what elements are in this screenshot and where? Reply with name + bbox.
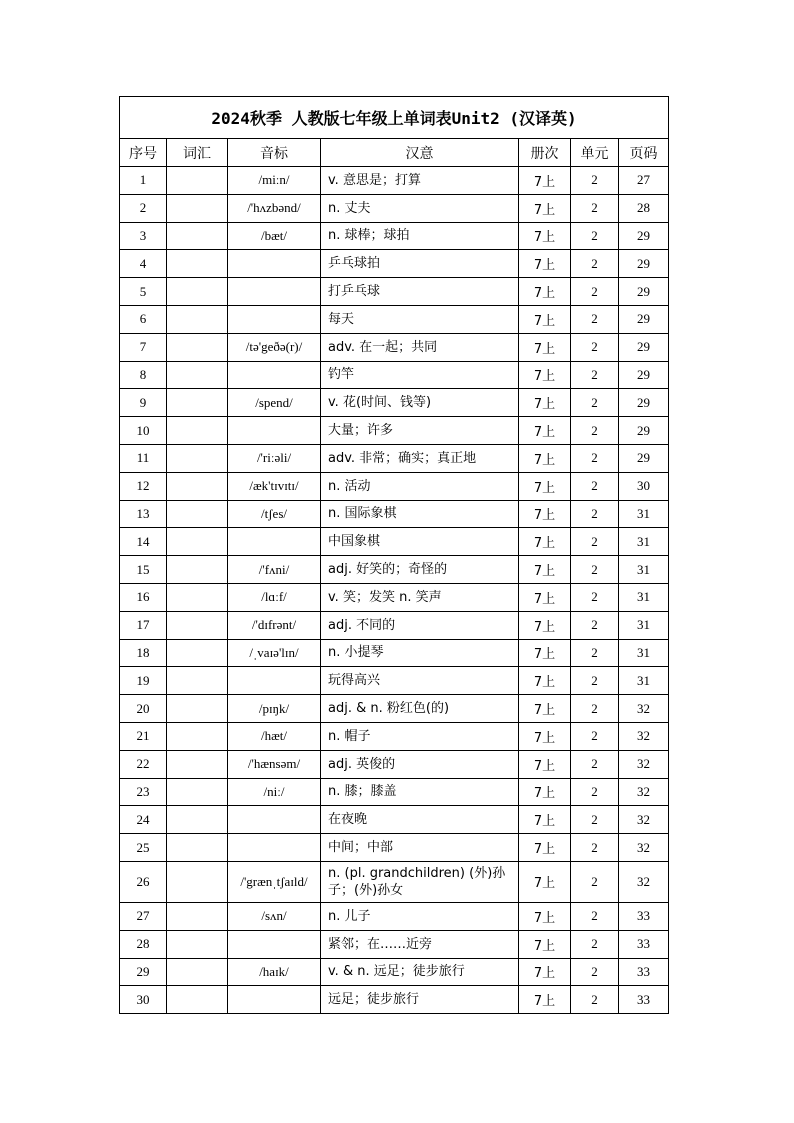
meaning-cell: v. 花(时间、钱等)	[321, 389, 519, 417]
vocabulary-table	[119, 96, 669, 1014]
phonetic-cell: /'hʌzbənd/	[228, 194, 321, 222]
table-row	[120, 222, 669, 250]
word-answer-cell[interactable]	[167, 583, 228, 611]
phonetic-cell	[228, 806, 321, 834]
row-index: 3	[120, 222, 167, 250]
meaning-cell: 中间；中部	[321, 834, 519, 862]
table-row	[120, 194, 669, 222]
book-cell: 7上	[519, 695, 571, 723]
book-cell: 7上	[519, 834, 571, 862]
header-index: 序号	[120, 139, 167, 167]
meaning-cell: 大量；许多	[321, 417, 519, 445]
word-answer-cell[interactable]	[167, 930, 228, 958]
row-index: 30	[120, 986, 167, 1014]
book-cell: 7上	[519, 611, 571, 639]
meaning-cell: 远足；徒步旅行	[321, 986, 519, 1014]
table-row	[120, 389, 669, 417]
book-cell: 7上	[519, 250, 571, 278]
page-cell: 29	[619, 278, 669, 306]
book-cell: 7上	[519, 667, 571, 695]
phonetic-cell: /spend/	[228, 389, 321, 417]
table-row	[120, 556, 669, 584]
row-index: 9	[120, 389, 167, 417]
word-answer-cell[interactable]	[167, 250, 228, 278]
unit-cell: 2	[571, 834, 619, 862]
word-answer-cell[interactable]	[167, 750, 228, 778]
word-answer-cell[interactable]	[167, 958, 228, 986]
unit-cell: 2	[571, 902, 619, 930]
unit-cell: 2	[571, 361, 619, 389]
header-phonetic: 音标	[228, 139, 321, 167]
book-cell: 7上	[519, 222, 571, 250]
phonetic-cell	[228, 667, 321, 695]
unit-cell: 2	[571, 611, 619, 639]
unit-cell: 2	[571, 528, 619, 556]
phonetic-cell: /tə'geðə(r)/	[228, 333, 321, 361]
table-row	[120, 583, 669, 611]
page-cell: 31	[619, 556, 669, 584]
book-cell: 7上	[519, 333, 571, 361]
header-word: 词汇	[167, 139, 228, 167]
meaning-cell: n. 丈夫	[321, 194, 519, 222]
phonetic-cell: /æk'tɪvɪtɪ/	[228, 472, 321, 500]
word-answer-cell[interactable]	[167, 556, 228, 584]
phonetic-cell	[228, 834, 321, 862]
unit-cell: 2	[571, 667, 619, 695]
row-index: 29	[120, 958, 167, 986]
word-answer-cell[interactable]	[167, 361, 228, 389]
phonetic-cell: /'riːəli/	[228, 444, 321, 472]
word-answer-cell[interactable]	[167, 528, 228, 556]
page-cell: 31	[619, 528, 669, 556]
book-cell: 7上	[519, 902, 571, 930]
unit-cell: 2	[571, 167, 619, 195]
book-cell: 7上	[519, 930, 571, 958]
book-cell: 7上	[519, 556, 571, 584]
page-cell: 32	[619, 722, 669, 750]
row-index: 15	[120, 556, 167, 584]
word-answer-cell[interactable]	[167, 611, 228, 639]
row-index: 27	[120, 902, 167, 930]
row-index: 14	[120, 528, 167, 556]
table-row	[120, 722, 669, 750]
book-cell: 7上	[519, 528, 571, 556]
header-book: 册次	[519, 139, 571, 167]
word-answer-cell[interactable]	[167, 222, 228, 250]
word-answer-cell[interactable]	[167, 444, 228, 472]
meaning-cell: 每天	[321, 305, 519, 333]
page-cell: 32	[619, 806, 669, 834]
word-answer-cell[interactable]	[167, 902, 228, 930]
meaning-cell: 打乒乓球	[321, 278, 519, 306]
meaning-cell: n. 球棒；球拍	[321, 222, 519, 250]
book-cell: 7上	[519, 583, 571, 611]
row-index: 11	[120, 444, 167, 472]
page-cell: 29	[619, 389, 669, 417]
table-body	[120, 167, 669, 1014]
book-cell: 7上	[519, 389, 571, 417]
word-answer-cell[interactable]	[167, 305, 228, 333]
meaning-cell: n. (pl. grandchildren) (外)孙子；(外)孙女	[321, 861, 519, 902]
table-row	[120, 695, 669, 723]
table-row	[120, 861, 669, 902]
page-cell: 30	[619, 472, 669, 500]
meaning-cell: n. 活动	[321, 472, 519, 500]
word-answer-cell[interactable]	[167, 194, 228, 222]
page-cell: 29	[619, 333, 669, 361]
phonetic-cell: /ˌvaɪə'lɪn/	[228, 639, 321, 667]
row-index: 19	[120, 667, 167, 695]
meaning-cell: adv. 非常；确实；真正地	[321, 444, 519, 472]
meaning-cell: 玩得高兴	[321, 667, 519, 695]
table-row	[120, 278, 669, 306]
unit-cell: 2	[571, 556, 619, 584]
phonetic-cell: /haɪk/	[228, 958, 321, 986]
unit-cell: 2	[571, 472, 619, 500]
book-cell: 7上	[519, 778, 571, 806]
table-row	[120, 667, 669, 695]
unit-cell: 2	[571, 417, 619, 445]
word-answer-cell[interactable]	[167, 333, 228, 361]
page-cell: 31	[619, 667, 669, 695]
table-row	[120, 806, 669, 834]
page-cell: 31	[619, 500, 669, 528]
phonetic-cell	[228, 930, 321, 958]
meaning-cell: v. 笑；发笑 n. 笑声	[321, 583, 519, 611]
table-row	[120, 500, 669, 528]
row-index: 12	[120, 472, 167, 500]
unit-cell: 2	[571, 194, 619, 222]
row-index: 5	[120, 278, 167, 306]
word-answer-cell[interactable]	[167, 806, 228, 834]
row-index: 13	[120, 500, 167, 528]
meaning-cell: adj. 英俊的	[321, 750, 519, 778]
book-cell: 7上	[519, 278, 571, 306]
word-answer-cell[interactable]	[167, 639, 228, 667]
table-row	[120, 986, 669, 1014]
row-index: 28	[120, 930, 167, 958]
table-row	[120, 167, 669, 195]
phonetic-cell: /lɑːf/	[228, 583, 321, 611]
word-answer-cell[interactable]	[167, 834, 228, 862]
row-index: 20	[120, 695, 167, 723]
table-row	[120, 333, 669, 361]
page-cell: 32	[619, 778, 669, 806]
book-cell: 7上	[519, 167, 571, 195]
phonetic-cell: /'fʌni/	[228, 556, 321, 584]
row-index: 6	[120, 305, 167, 333]
phonetic-cell: /bæt/	[228, 222, 321, 250]
row-index: 18	[120, 639, 167, 667]
page-cell: 32	[619, 861, 669, 902]
unit-cell: 2	[571, 444, 619, 472]
phonetic-cell: /niː/	[228, 778, 321, 806]
meaning-cell: adj. 好笑的；奇怪的	[321, 556, 519, 584]
phonetic-cell: /'grænˌtʃaɪld/	[228, 861, 321, 902]
table-row	[120, 902, 669, 930]
table-row	[120, 444, 669, 472]
book-cell: 7上	[519, 986, 571, 1014]
row-index: 26	[120, 861, 167, 902]
word-answer-cell[interactable]	[167, 389, 228, 417]
phonetic-cell	[228, 250, 321, 278]
phonetic-cell: /pɪŋk/	[228, 695, 321, 723]
page-cell: 29	[619, 417, 669, 445]
phonetic-cell	[228, 986, 321, 1014]
word-answer-cell[interactable]	[167, 778, 228, 806]
page-cell: 32	[619, 750, 669, 778]
book-cell: 7上	[519, 417, 571, 445]
phonetic-cell: /'hænsəm/	[228, 750, 321, 778]
book-cell: 7上	[519, 861, 571, 902]
meaning-cell: n. 帽子	[321, 722, 519, 750]
unit-cell: 2	[571, 958, 619, 986]
page-cell: 31	[619, 611, 669, 639]
unit-cell: 2	[571, 278, 619, 306]
header-meaning: 汉意	[321, 139, 519, 167]
page-cell: 29	[619, 305, 669, 333]
book-cell: 7上	[519, 958, 571, 986]
meaning-cell: n. 小提琴	[321, 639, 519, 667]
unit-cell: 2	[571, 333, 619, 361]
table-row	[120, 750, 669, 778]
row-index: 8	[120, 361, 167, 389]
unit-cell: 2	[571, 500, 619, 528]
table-row	[120, 472, 669, 500]
book-cell: 7上	[519, 361, 571, 389]
word-answer-cell[interactable]	[167, 861, 228, 902]
phonetic-cell	[228, 305, 321, 333]
page-cell: 29	[619, 222, 669, 250]
table-row	[120, 528, 669, 556]
meaning-cell: v. 意思是；打算	[321, 167, 519, 195]
row-index: 23	[120, 778, 167, 806]
book-cell: 7上	[519, 639, 571, 667]
row-index: 25	[120, 834, 167, 862]
word-answer-cell[interactable]	[167, 500, 228, 528]
book-cell: 7上	[519, 305, 571, 333]
row-index: 16	[120, 583, 167, 611]
page-cell: 27	[619, 167, 669, 195]
table-row	[120, 639, 669, 667]
page-cell: 29	[619, 361, 669, 389]
book-cell: 7上	[519, 472, 571, 500]
meaning-cell: adj. & n. 粉红色(的)	[321, 695, 519, 723]
row-index: 2	[120, 194, 167, 222]
row-index: 7	[120, 333, 167, 361]
page-cell: 33	[619, 986, 669, 1014]
book-cell: 7上	[519, 500, 571, 528]
header-unit: 单元	[571, 139, 619, 167]
table-row	[120, 417, 669, 445]
page-cell: 29	[619, 444, 669, 472]
row-index: 24	[120, 806, 167, 834]
unit-cell: 2	[571, 639, 619, 667]
table-row	[120, 834, 669, 862]
table-row	[120, 305, 669, 333]
meaning-cell: n. 儿子	[321, 902, 519, 930]
book-cell: 7上	[519, 750, 571, 778]
meaning-cell: 紧邻；在……近旁	[321, 930, 519, 958]
header-row	[120, 139, 669, 167]
header-page: 页码	[619, 139, 669, 167]
book-cell: 7上	[519, 722, 571, 750]
word-answer-cell[interactable]	[167, 278, 228, 306]
word-answer-cell[interactable]	[167, 167, 228, 195]
page-cell: 31	[619, 639, 669, 667]
meaning-cell: 钓竿	[321, 361, 519, 389]
phonetic-cell: /hæt/	[228, 722, 321, 750]
unit-cell: 2	[571, 250, 619, 278]
page-cell: 33	[619, 930, 669, 958]
table-row	[120, 250, 669, 278]
phonetic-cell: /'dɪfrənt/	[228, 611, 321, 639]
meaning-cell: 在夜晚	[321, 806, 519, 834]
phonetic-cell	[228, 528, 321, 556]
page-cell: 32	[619, 695, 669, 723]
page-cell: 32	[619, 834, 669, 862]
table-row	[120, 361, 669, 389]
unit-cell: 2	[571, 583, 619, 611]
table-title: 2024秋季 人教版七年级上单词表Unit2 (汉译英)	[120, 97, 669, 139]
page-cell: 29	[619, 250, 669, 278]
row-index: 17	[120, 611, 167, 639]
word-answer-cell[interactable]	[167, 472, 228, 500]
table-row	[120, 611, 669, 639]
meaning-cell: 乒乓球拍	[321, 250, 519, 278]
meaning-cell: n. 膝；膝盖	[321, 778, 519, 806]
phonetic-cell: /miːn/	[228, 167, 321, 195]
book-cell: 7上	[519, 806, 571, 834]
meaning-cell: n. 国际象棋	[321, 500, 519, 528]
phonetic-cell: /tʃes/	[228, 500, 321, 528]
unit-cell: 2	[571, 722, 619, 750]
page-cell: 28	[619, 194, 669, 222]
unit-cell: 2	[571, 930, 619, 958]
book-cell: 7上	[519, 194, 571, 222]
unit-cell: 2	[571, 861, 619, 902]
unit-cell: 2	[571, 695, 619, 723]
word-answer-cell[interactable]	[167, 986, 228, 1014]
unit-cell: 2	[571, 305, 619, 333]
word-answer-cell[interactable]	[167, 695, 228, 723]
unit-cell: 2	[571, 778, 619, 806]
phonetic-cell: /sʌn/	[228, 902, 321, 930]
table-row	[120, 958, 669, 986]
row-index: 1	[120, 167, 167, 195]
book-cell: 7上	[519, 444, 571, 472]
unit-cell: 2	[571, 806, 619, 834]
row-index: 21	[120, 722, 167, 750]
phonetic-cell	[228, 361, 321, 389]
row-index: 4	[120, 250, 167, 278]
phonetic-cell	[228, 417, 321, 445]
phonetic-cell	[228, 278, 321, 306]
table-row	[120, 930, 669, 958]
word-answer-cell[interactable]	[167, 417, 228, 445]
unit-cell: 2	[571, 750, 619, 778]
meaning-cell: adj. 不同的	[321, 611, 519, 639]
page-cell: 33	[619, 958, 669, 986]
page-cell: 31	[619, 583, 669, 611]
meaning-cell: v. & n. 远足；徒步旅行	[321, 958, 519, 986]
word-answer-cell[interactable]	[167, 722, 228, 750]
unit-cell: 2	[571, 389, 619, 417]
table-row	[120, 778, 669, 806]
page-cell: 33	[619, 902, 669, 930]
row-index: 10	[120, 417, 167, 445]
unit-cell: 2	[571, 986, 619, 1014]
meaning-cell: 中国象棋	[321, 528, 519, 556]
word-answer-cell[interactable]	[167, 667, 228, 695]
row-index: 22	[120, 750, 167, 778]
unit-cell: 2	[571, 222, 619, 250]
meaning-cell: adv. 在一起；共同	[321, 333, 519, 361]
